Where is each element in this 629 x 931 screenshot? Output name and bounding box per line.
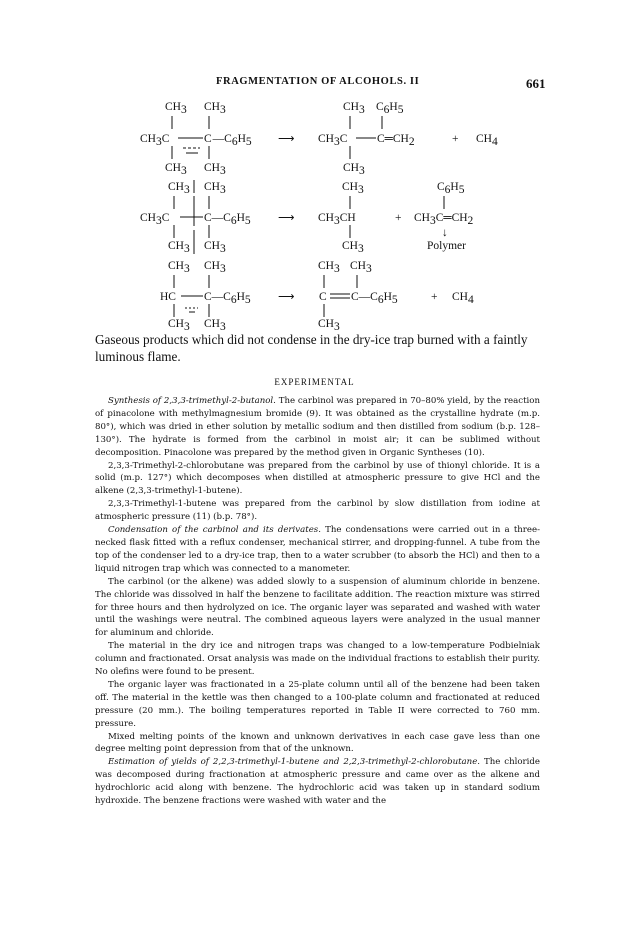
r3-c-c6h5: C—C6H5 [204, 291, 251, 306]
r1-ch4: CH4 [476, 133, 498, 148]
r2-down-arrow: ↓ [442, 227, 448, 239]
r2-ch3-top-a: CH3 [168, 181, 190, 196]
r2-plus: + [395, 212, 402, 224]
r1-ch3-top-b: CH3 [204, 101, 226, 116]
gaseous-products-paragraph: Gaseous products which did not condense in the dry-ice trap burned with a faintly luminous flame. [95, 332, 528, 364]
r1-ch3c: CH3C [140, 133, 170, 148]
r3-plus: + [431, 291, 438, 303]
r3-ch3-bot-a: CH3 [168, 318, 190, 333]
r1-plus: + [452, 133, 459, 145]
estimation-text: The chloride was decomposed during fractionation at atmospheric pressure and came over as the alkene and hydrochloric acid along with benzene. The hydrochloric acid was taken up in standard sodium hydroxide. The benzene fractions were washed with water and the [95, 757, 540, 807]
paragraph-condensation [95, 524, 540, 576]
reaction-3 [160, 260, 474, 333]
paragraph-fractionation: The organic layer was fractionated in a 25-plate column until all of the benzene had been taken off. The material in the kettle was then changed to a 100-plate column and fractionated at reduced pressure (20 mm.). The boiling temperatures reported in Table II were corrected to 760 mm. pressure. [95, 679, 540, 729]
r1-p-ch3c: CH3C [318, 133, 348, 148]
r2-ch3-bot-b: CH3 [204, 240, 226, 255]
r3-p-ch3-top-b: CH3 [350, 260, 372, 275]
experimental-body [95, 395, 540, 808]
r2-p1-ch3-top: CH3 [342, 181, 364, 196]
r3-ch3-top-a: CH3 [168, 260, 190, 275]
r1-ch3-top-a: CH3 [165, 101, 187, 116]
r2-c-c6h5: C—C6H5 [204, 212, 251, 227]
r2-p1-ch3ch: CH3CH [318, 212, 356, 227]
paragraph-synthesis [95, 395, 540, 460]
r3-p-ch3-bot: CH3 [318, 318, 340, 333]
r3-p-c: C [319, 291, 327, 303]
condensation-subheading: Condensation of the carbinol and its derivates. [108, 525, 321, 536]
r1-p-ch3-bot: CH3 [343, 162, 365, 177]
r3-ch3-top-b: CH3 [204, 260, 226, 275]
r2-p2-ch3c-ch2: CH3C═CH2 [414, 212, 474, 227]
paragraph-carbinol-addition: The carbinol (or the alkene) was added slowly to a suspension of aluminum chloride in benzene. The chloride was dissolved in half the benzene to facilitate addition. The reaction mixture was stirred for three hours and then hydrolyzed on ice. The organic layer was separated and washed with water until the washings were neutral. The combined aqueous layers were analyzed in the usual manner for aluminum and chloride. [95, 576, 540, 639]
r3-hc: HC [160, 291, 176, 303]
r2-ch3-top-b: CH3 [204, 181, 226, 196]
estimation-subheading: Estimation of yields of 2,2,3-trimethyl-1-butene and 2,2,3-trimethyl-2-chlorobutane. [108, 757, 481, 768]
r1-p-ch3-top: CH3 [343, 101, 365, 116]
reaction-schemes [0, 96, 629, 333]
r3-p-ch3-top-a: CH3 [318, 260, 340, 275]
r1-p-c6h5-top: C6H5 [376, 101, 404, 116]
r3-p-c-c6h5: C—C6H5 [351, 291, 398, 306]
r2-arrow: ⟶ [278, 212, 295, 224]
paragraph-estimation [95, 756, 540, 808]
paragraph-chlorobutane: 2,3,3-Trimethyl-2-chlorobutane was prepared from the carbinol by use of thionyl chloride. It is a solid (m.p. 127°) which decomposes when distilled at atmospheric pressure to give HCl and the alkene (2,3,3-trimethyl-1-butene). [95, 460, 540, 497]
r1-arrow: ⟶ [278, 133, 295, 145]
r1-p-c-ch2: C═CH2 [377, 133, 415, 148]
reaction-1 [140, 101, 498, 177]
synthesis-text: The carbinol was prepared in 70–80% yield, by the reaction of pinacolone with methylmagnesium bromide (9). It was obtained as the crystalline hydrate (m.p. 80°), which was dried in ether solution by metallic sodium and then distilled from sodium (b.p. 128–130°). The hydrate is formed from the carbinol in moist air; it can be sublimed without decomposition. Pinacolone was prepared by the method given in Organic Syntheses (10). [95, 396, 540, 458]
synthesis-subheading: Synthesis of 2,3,3-trimethyl-2-butanol. [108, 396, 276, 406]
r2-ch3c: CH3C [140, 212, 170, 227]
running-header: FRAGMENTATION OF ALCOHOLS. II [216, 76, 420, 87]
r2-p1-ch3-bot: CH3 [342, 240, 364, 255]
reaction-2 [140, 180, 474, 255]
r2-p2-c6h5-top: C6H5 [437, 181, 465, 196]
paragraph-melting-points: Mixed melting points of the known and unknown derivatives in each case gave less than one degree melting point depression from that of the unknown. [95, 731, 540, 755]
r2-polymer: Polymer [427, 240, 466, 252]
page-number: 661 [526, 76, 546, 91]
r2-ch3-bot-a: CH3 [168, 240, 190, 255]
paragraph-butene: 2,3,3-Trimethyl-1-butene was prepared from the carbinol by slow distillation from iodine at atmospheric pressure (11) (b.p. 78°). [95, 499, 540, 523]
r3-arrow: ⟶ [278, 291, 295, 303]
condensation-text: The condensations were carried out in a three-necked flask fitted with a reflux condenser, mechanical stirrer, and dropping-funnel. A tube from the top of the condenser led to a dry-ice trap, then to a water scrubber (to absorb the HCl) and then to a liquid nitrogen trap which was connected to a manometer. [95, 525, 540, 574]
experimental-heading: EXPERIMENTAL [274, 377, 355, 387]
r3-ch4: CH4 [452, 291, 474, 306]
r3-ch3-bot-b: CH3 [204, 318, 226, 333]
r1-ch3-bot-a: CH3 [165, 162, 187, 177]
paragraph-traps: The material in the dry ice and nitrogen traps was changed to a low-temperature Podbielniak column and fractionated. Orsat analysis was made on the individual fractions to establish their purity. No olefins were found to be present. [95, 641, 540, 678]
r1-ch3-bot-b: CH3 [204, 162, 226, 177]
r1-c-c6h5: C—C6H5 [204, 133, 252, 148]
